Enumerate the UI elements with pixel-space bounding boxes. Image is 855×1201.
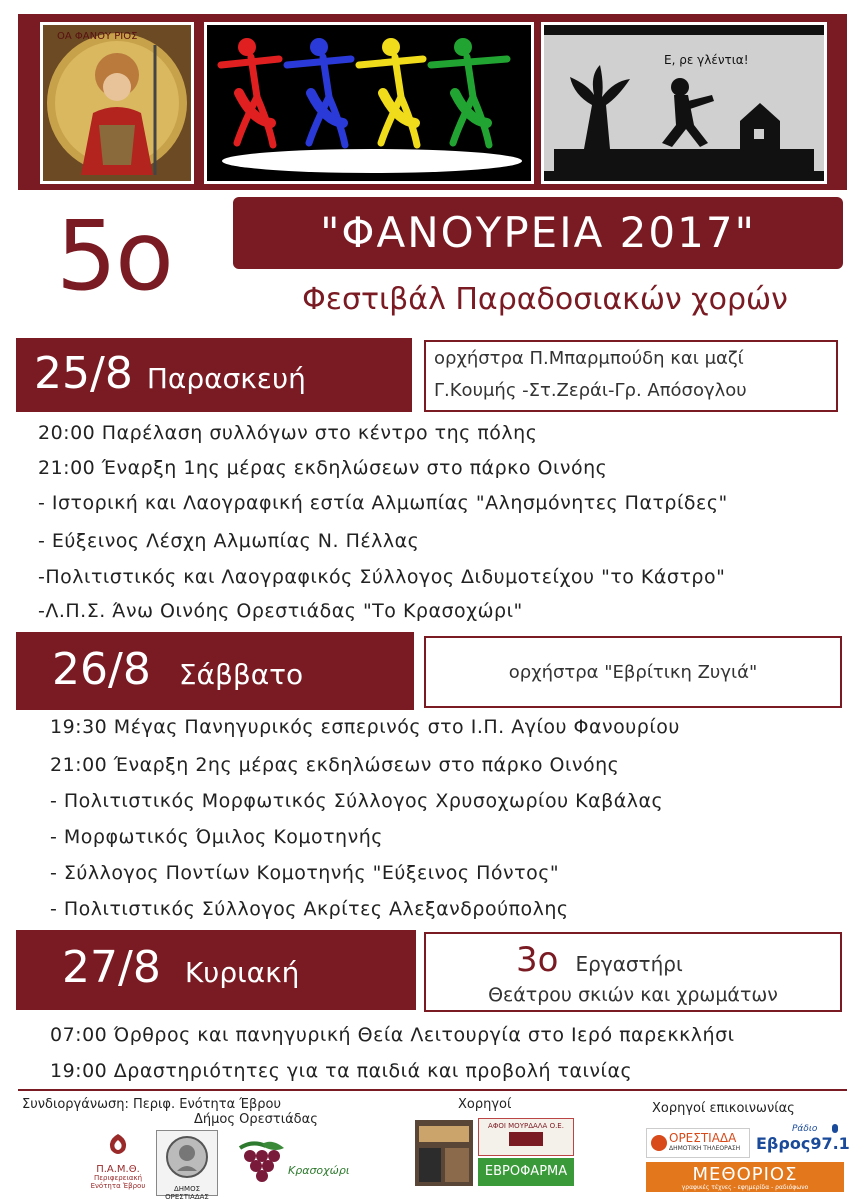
shadow-caption: Ε, ρε γλέντια! [664,53,749,67]
orestiada-emblem-icon [649,1133,667,1153]
schedule-line: - Μορφωτικός Όμιλος Κομοτηνής [50,826,383,848]
orchestra-line: ορχήστρα "Εβρίτικη Ζυγιά" [508,662,758,683]
pamth-emblem-icon [103,1132,133,1160]
edition-number: 5ο [56,200,172,312]
shadow-theatre-graphic [544,25,824,181]
media-sponsors-label: Χορηγοί επικοινωνίας [652,1101,795,1116]
organizers-line1: Συνδιοργάνωση: Περιφ. Ενότητα Έβρου [22,1097,281,1112]
sponsor-store-photo [415,1120,473,1186]
musicians-line: Γ.Κουμής -Στ.Ζεράι-Γρ. Απόσογλου [434,380,747,401]
mourdala-emblem-icon [479,1130,573,1150]
dancers-graphic [207,25,531,181]
dimos-emblem-icon [157,1131,217,1181]
day-date: 26/8 [52,644,151,695]
microphone-icon [828,1124,842,1136]
day1-orchestra-box [424,340,838,412]
orchestra-line: ορχήστρα Π.Μπαρμπούδη και μαζί [434,348,744,369]
day-bar-27-8 [16,930,416,1010]
schedule-line: - Εύξεινος Λέσχη Αλμωπίας Ν. Πέλλας [38,530,420,552]
schedule-line: 21:00 Έναρξη 2ης μέρας εκδηλώσεων στο πάρκο Οινόης [50,754,620,776]
pamth-logo: Π.Α.Μ.Θ. Περιφερειακή Ενότητα Έβρου [80,1132,156,1194]
radio-evros-logo: Ράδιο Εβρος97.1 [756,1124,850,1153]
schedule-line: 20:00 Παρέλαση συλλόγων στο κέντρο της πόλης [38,422,538,444]
orestiada-tv-logo: ΟΡΕΣΤΙΑΔΑ ΔΗΜΟΤΙΚΗ ΤΗΛΕΟΡΑΣΗ [646,1128,750,1158]
day-bar-26-8 [16,632,414,710]
day-name: Κυριακή [184,956,300,989]
schedule-line: 19:00 Δραστηριότητες για τα παιδιά και προβολή ταινίας [50,1060,633,1082]
event-title: "ΦΑΝΟΥΡΕΙΑ 2017" [233,197,843,269]
store-image [415,1120,473,1186]
day-bar-25-8 [16,338,412,412]
workshop-number: 3ο [516,940,559,980]
workshop-title: Θεάτρου σκιών και χρωμάτων [488,984,778,1006]
schedule-line: 19:30 Μέγας Πανηγυρικός εσπερινός στο Ι.Π. Αγίου Φανουρίου [50,716,680,738]
dancers-panel [204,22,534,184]
day-date: 27/8 [62,942,161,993]
schedule-line: - Ιστορική και Λαογραφική εστία Αλμωπίας "Αλησμόνητες Πατρίδες" [38,492,728,514]
workshop-label: Εργαστήρι [575,952,683,976]
schedule-line: 07:00 Όρθρος και πανηγυρική Θεία Λειτουργία στο Ιερό παρεκκλήσι [50,1024,735,1046]
evrofarma-logo: ΕΒΡΟΦΑΡΜΑ [478,1158,574,1186]
methorios-logo: ΜΕΘΟΡΙΟΣ γραφικές τέχνες - εφημερίδα - ραδιόφωνο [646,1162,844,1192]
schedule-line: - Σύλλογος Ποντίων Κομοτηνής "Εύξεινος Πόντος" [50,862,560,884]
organizers-line2: Δήμος Ορεστιάδας [194,1112,318,1127]
shadow-theatre-panel [541,22,827,184]
schedule-line: 21:00 Έναρξη 1ης μέρας εκδηλώσεων στο πάρκο Οινόης [38,457,608,479]
grapes-icon [232,1138,292,1190]
icon-inscription: ΟΑ ΦΑΝΟΥ ΡΙΟΣ [57,31,138,42]
krasoxori-logo: Κρασοχώρι [232,1138,342,1190]
schedule-line: -Πολιτιστικός και Λαογραφικός Σύλλογος Διδυμοτείχου "το Κάστρο" [38,566,726,588]
schedule-line: - Πολιτιστικός Σύλλογος Ακρίτες Αλεξανδρούπολης [50,898,569,920]
footer-rule [18,1089,847,1091]
event-subtitle: Φεστιβάλ Παραδοσιακών χορών [302,282,788,317]
schedule-line: - Πολιτιστικός Μορφωτικός Σύλλογος Χρυσοχωρίου Καβάλας [50,790,664,812]
day-date: 25/8 [34,348,133,399]
dimos-orestiadas-logo: ΔΗΜΟΣ ΟΡΕΣΤΙΑΔΑΣ [156,1130,218,1196]
sponsors-label: Χορηγοί [458,1097,512,1112]
day3-workshop-box [424,932,842,1012]
saint-icon-image [43,25,191,181]
day-name: Παρασκευή [146,362,306,395]
day2-orchestra-box [424,636,842,708]
saint-icon-panel [40,22,194,184]
schedule-line: -Λ.Π.Σ. Άνω Οινόης Ορεστιάδας "Το Κρασοχώρι" [38,600,523,622]
day-name: Σάββατο [178,658,304,691]
mourdala-logo: ΑΦΟΙ ΜΟΥΡΔΑΛΑ Ο.Ε. [478,1118,574,1156]
